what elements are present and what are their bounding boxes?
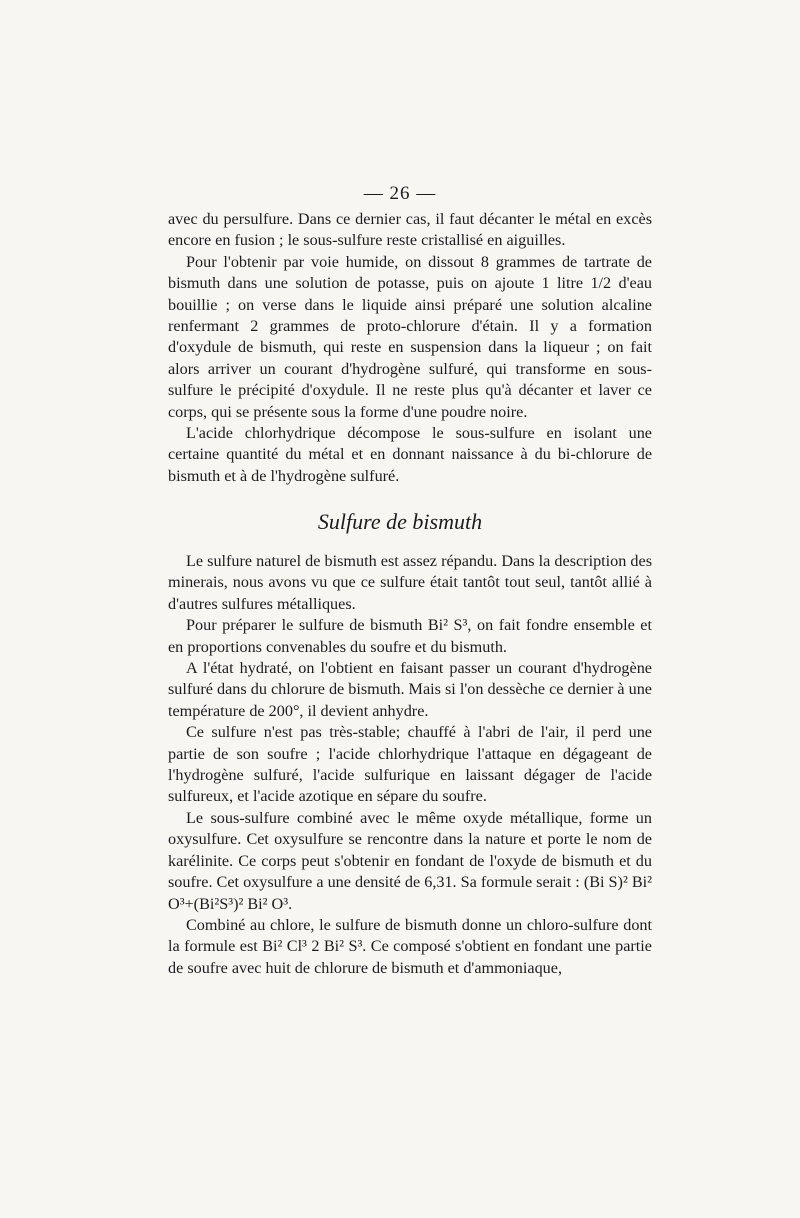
paragraph: Combiné au chlore, le sulfure de bismuth donne un chloro-sulfure dont la formule est Bi² Cl³ 2 Bi² S³. Ce composé s'obtient en fondant une partie de soufre avec huit de chlorure de bismuth et d'ammoniaque, — [168, 915, 652, 977]
section-title: Sulfure de bismuth — [317, 509, 483, 534]
paragraph: avec du persulfure. Dans ce dernier cas, il faut décanter le métal en excès encore en fusion ; le sous-sulfure reste cristallisé en aiguilles. — [168, 210, 652, 250]
paragraph: Ce sulfure n'est pas très-stable; chauffé à l'abri de l'air, il perd une partie de son soufre ; l'acide chlorhydrique l'attaque en dégageant de l'hydrogène sulfuré, l'acide sulfurique en laissant dégager de l'acide sulfureux, et l'acide azotique en sépare du soufre. — [168, 723, 652, 806]
paragraph: A l'état hydraté, on l'obtient en faisant passer un courant d'hydrogène sulfuré dans du chlorure de bismuth. Mais si l'on dessèche ce dernier à une température de 200°, il devient anhydre. — [168, 659, 652, 720]
page-number: — 26 — — [363, 183, 437, 204]
paragraph: Pour préparer le sulfure de bismuth Bi² S³, on fait fondre ensemble et en proportions convenables du soufre et du bismuth. — [168, 616, 652, 656]
paragraph: L'acide chlorhydrique décompose le sous-sulfure en isolant une certaine quantité du métal et en donnant naissance à du bi-chlorure de bismuth et à de l'hydrogène sulfuré. — [168, 424, 652, 485]
paragraph: Pour l'obtenir par voie humide, on dissout 8 grammes de tartrate de bismuth dans une solution de potasse, puis on ajoute 1 litre 1/2 d'eau bouillie ; on verse dans le liquide ainsi préparé une solution alcaline renfermant 2 grammes de proto-chlorure d'étain. Il y a formation d'oxydule de bismuth, qui reste en suspension dans la liqueur ; on fait alors arriver un courant d'hydrogène sulfuré, qui transforme en sous-sulfure le précipité d'oxydule. Il ne reste plus qu'à décanter et laver ce corps, qui se présente sous la forme d'une poudre noire. — [168, 252, 652, 421]
paragraph: Le sulfure naturel de bismuth est assez répandu. Dans la description des minerais, nous avons vu que ce sulfure était tantôt tout seul, tantôt allié à d'autres sulfures métalliques. — [168, 552, 652, 613]
bottom-text-block — [168, 551, 652, 979]
top-text-block — [168, 209, 652, 487]
paragraph: Le sous-sulfure combiné avec le même oxyde métallique, forme un oxysulfure. Cet oxysulfure se rencontre dans la nature et porte le nom de karélinite. Ce corps peut s'obtenir en fondant de l'oxyde de bismuth et du soufre. Cet oxysulfure a une densité de 6,31. Sa formule serait : (Bi S)² Bi² O³+(Bi²S³)² Bi² O³. — [168, 808, 652, 913]
